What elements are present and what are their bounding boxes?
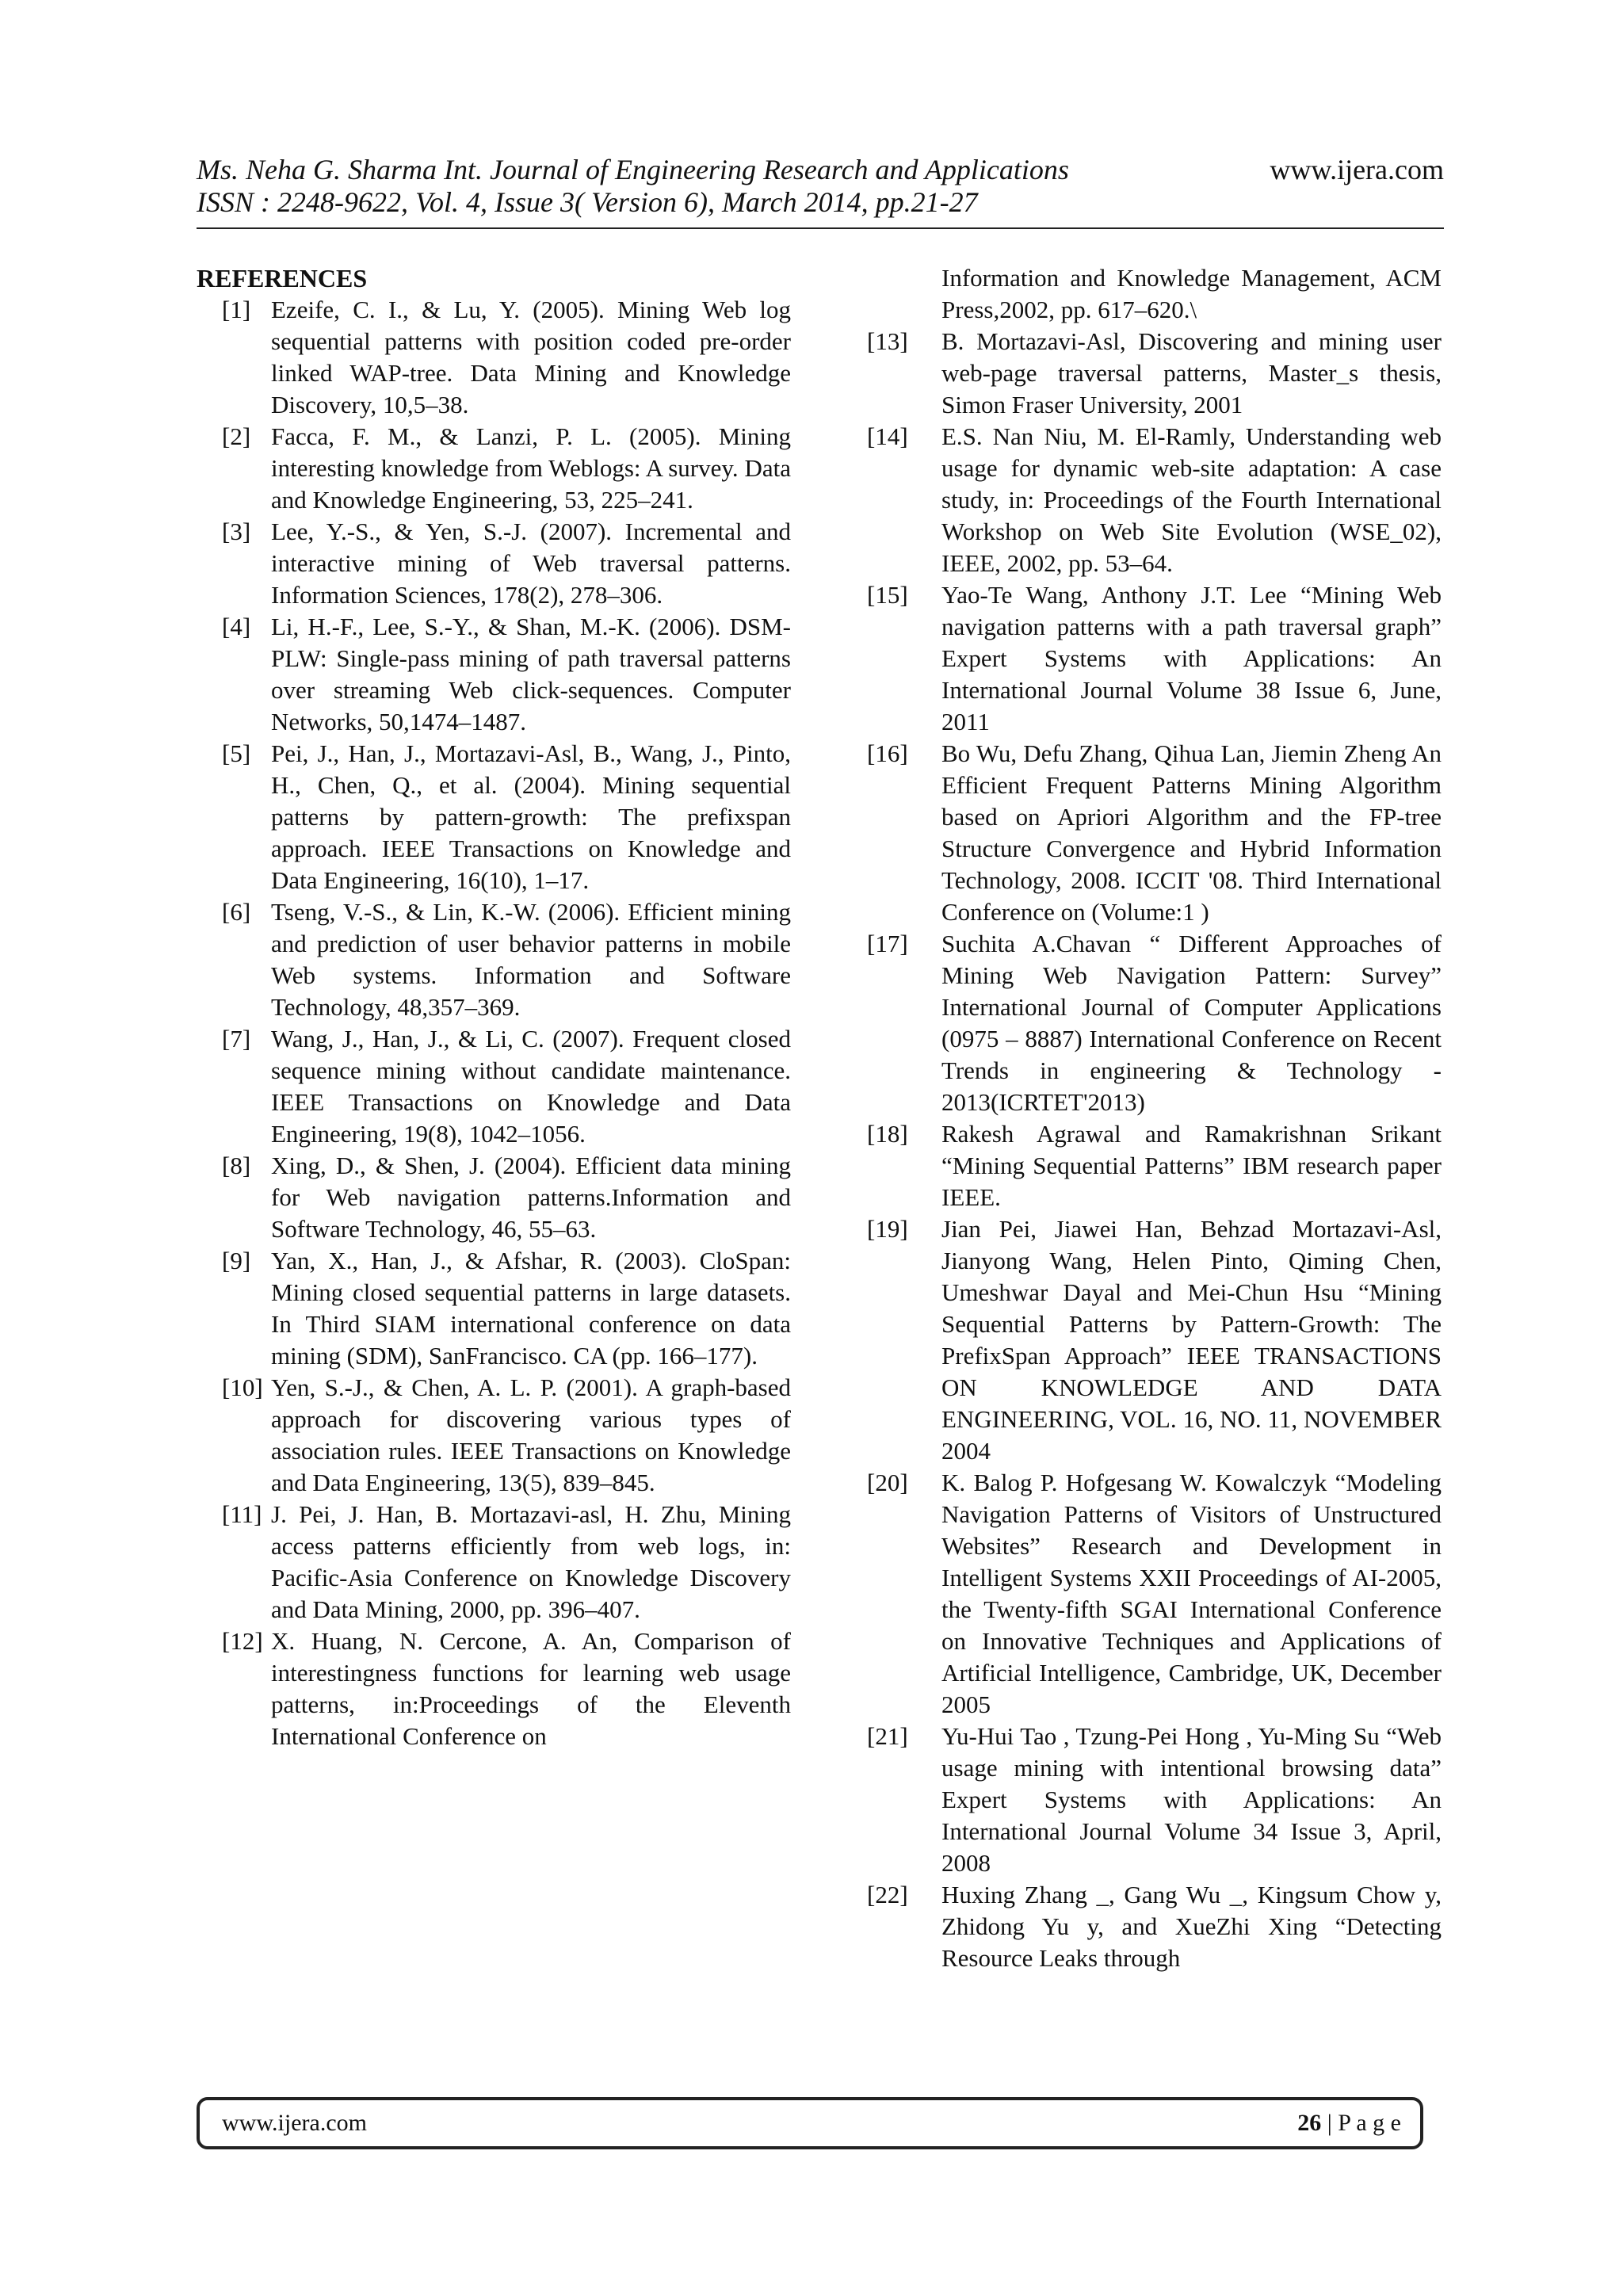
page-header [197,154,1444,219]
reference-text: J. Pei, J. Han, B. Mortazavi-asl, H. Zhu, Mining access patterns efficiently from web logs, in: Pacific-Asia Conference on Knowledge Discovery and Data Mining, 2000, pp. 396–407. [271,1500,791,1623]
reference-text: X. Huang, N. Cercone, A. An, Comparison of interestingness functions for learning web usage patterns, in:Proceedings of the Eleventh International Conference on [271,1627,791,1750]
reference-text: Yao-Te Wang, Anthony J.T. Lee “Mining Web navigation patterns with a path traversal graph” Expert Systems with Applications: An International Journal Volume 38 Issue 6, June, 2011 [941,581,1442,735]
header-issn: ISSN : 2248-9622, Vol. 4, Issue 3( Version 6), March 2014, pp.21-27 [197,186,978,218]
reference-item [867,262,1442,326]
reference-text: E.S. Nan Niu, M. El-Ramly, Understanding web usage for dynamic web-site adaptation: A case study, in: Proceedings of the Fourth International Workshop on Web Site Evolution (WSE_02), IEEE, 2002, pp. 53–64. [941,422,1442,577]
reference-item [197,1499,791,1626]
reference-number: [5] [222,739,251,767]
reference-text: Rakesh Agrawal and Ramakrishnan Srikant “Mining Sequential Patterns” IBM research paper IEEE. [941,1120,1442,1211]
reference-text: Facca, F. M., & Lanzi, P. L. (2005). Mining interesting knowledge from Weblogs: A survey. Data and Knowledge Engineering, 53, 225–241. [271,422,791,514]
reference-item [197,1023,791,1150]
reference-text: K. Balog P. Hofgesang W. Kowalczyk “Modeling Navigation Patterns of Visitors of Unstructured Websites” Research and Development in Intelligent Systems XXII Proceedings of AI-2005, the Twenty-fifth SGAI International Conference on Innovative Techniques and Applications of Artificial Intelligence, Cambridge, UK, December 2005 [941,1469,1442,1718]
reference-text: B. Mortazavi-Asl, Discovering and mining user web-page traversal patterns, Master_s thesis, Simon Fraser University, 2001 [941,327,1442,418]
reference-text: Yan, X., Han, J., & Afshar, R. (2003). CloSpan: Mining closed sequential patterns in large datasets. In Third SIAM international conference on data mining (SDM), SanFrancisco. CA (pp. 166–177). [271,1247,791,1370]
reference-item [867,1467,1442,1721]
reference-number: [21] [867,1722,908,1750]
reference-item [197,294,791,421]
reference-text: Jian Pei, Jiawei Han, Behzad Mortazavi-Asl, Jianyong Wang, Helen Pinto, Qiming Chen, Umeshwar Dayal and Mei-Chun Hsu “Mining Sequential Patterns by Pattern-Growth: The PrefixSpan Approach” IEEE TRANSACTIONS ON KNOWLEDGE AND DATA ENGINEERING, VOL. 16, NO. 11, NOVEMBER 2004 [941,1215,1442,1465]
header-divider [197,227,1444,229]
reference-number: [14] [867,422,908,450]
reference-item [197,738,791,896]
reference-number: [4] [222,613,251,640]
reference-number: [2] [222,422,251,450]
reference-number: [11] [222,1500,262,1528]
reference-text: Yu-Hui Tao , Tzung-Pei Hong , Yu-Ming Su “Web usage mining with intentional browsing data” Expert Systems with Applications: An International Journal Volume 34 Issue 3, April, 2008 [941,1722,1442,1877]
reference-item [197,421,791,516]
reference-number: [15] [867,581,908,609]
reference-text: Huxing Zhang _, Gang Wu _, Kingsum Chow y, Zhidong Yu y, and XueZhi Xing “Detecting Resource Leaks through [941,1881,1442,1972]
reference-text: Wang, J., Han, J., & Li, C. (2007). Frequent closed sequence mining without candidate maintenance. IEEE Transactions on Knowledge and Data Engineering, 19(8), 1042–1056. [271,1025,791,1148]
reference-item [867,421,1442,579]
header-line-1 [197,154,1444,186]
reference-number: [6] [222,898,251,926]
page-footer [197,2097,1423,2149]
reference-text: Li, H.-F., Lee, S.-Y., & Shan, M.-K. (2006). DSM-PLW: Single-pass mining of path traversal patterns over streaming Web click-sequences. Computer Networks, 50,1474–1487. [271,613,791,735]
reference-item [197,896,791,1023]
reference-number: [19] [867,1215,908,1243]
reference-number: [18] [867,1120,908,1148]
reference-item [197,516,791,611]
reference-number: [12] [222,1627,263,1655]
left-column [197,262,791,1752]
reference-text: Xing, D., & Shen, J. (2004). Efficient data mining for Web navigation patterns.Information and Software Technology, 46, 55–63. [271,1152,791,1243]
reference-number: [10] [222,1373,263,1401]
reference-text: Information and Knowledge Management, ACM Press,2002, pp. 617–620.\ [941,264,1442,323]
reference-text: Pei, J., Han, J., Mortazavi-Asl, B., Wang, J., Pinto, H., Chen, Q., et al. (2004). Mining sequential patterns by pattern-growth: The prefixspan approach. IEEE Transactions on Knowledge and Data Engineering, 16(10), 1–17. [271,739,791,894]
reference-item [867,1213,1442,1467]
page-label: | P a g e [1321,2110,1401,2136]
right-column [867,262,1442,1974]
reference-item [197,1150,791,1245]
reference-number: [8] [222,1152,251,1179]
reference-item [197,1372,791,1499]
reference-text: Ezeife, C. I., & Lu, Y. (2005). Mining Web log sequential patterns with position coded pre-order linked WAP-tree. Data Mining and Knowledge Discovery, 10,5–38. [271,296,791,418]
reference-number: [20] [867,1469,908,1496]
page-number: 26 [1297,2110,1322,2136]
reference-number: [7] [222,1025,251,1052]
reference-number: [1] [222,296,251,323]
reference-item [197,1245,791,1372]
reference-number: [17] [867,930,908,957]
reference-number: [3] [222,518,251,545]
references-heading: REFERENCES [197,264,368,292]
header-journal-title: Ms. Neha G. Sharma Int. Journal of Engineering Research and Applications [197,154,1069,185]
reference-item [867,1721,1442,1879]
footer-url[interactable]: www.ijera.com [222,2110,367,2136]
reference-number: [13] [867,327,908,355]
reference-list-left [197,294,791,1752]
reference-text: Suchita A.Chavan “ Different Approaches of Mining Web Navigation Pattern: Survey” International Journal of Computer Applications (0975 – 8887) International Conference on Recent Trends in engineering & Technology - 2013(ICRTET'2013) [941,930,1442,1116]
reference-item [867,579,1442,738]
reference-number: [22] [867,1881,908,1908]
reference-list-right [867,262,1442,1974]
reference-text: Yen, S.-J., & Chen, A. L. P. (2001). A graph-based approach for discovering various types of association rules. IEEE Transactions on Knowledge and Data Engineering, 13(5), 839–845. [271,1373,791,1496]
reference-item [197,1626,791,1752]
reference-number: [16] [867,739,908,767]
reference-item [867,1118,1442,1213]
reference-number: [9] [222,1247,251,1274]
reference-item [867,738,1442,928]
reference-item [867,326,1442,421]
reference-text: Lee, Y.-S., & Yen, S.-J. (2007). Incremental and interactive mining of Web traversal patterns. Information Sciences, 178(2), 278–306. [271,518,791,609]
reference-item [197,611,791,738]
reference-item [867,1879,1442,1974]
reference-text: Tseng, V.-S., & Lin, K.-W. (2006). Efficient mining and prediction of user behavior patterns in mobile Web systems. Information and Software Technology, 48,357–369. [271,898,791,1021]
reference-item [867,928,1442,1118]
reference-text: Bo Wu, Defu Zhang, Qihua Lan, Jiemin Zheng An Efficient Frequent Patterns Mining Algorithm based on Apriori Algorithm and the FP-tree Structure Convergence and Hybrid Information Technology, 2008. ICCIT '08. Third International Conference on (Volume:1 ) [941,739,1442,926]
header-url[interactable]: www.ijera.com [1270,154,1444,185]
footer-page [1297,2110,1401,2137]
